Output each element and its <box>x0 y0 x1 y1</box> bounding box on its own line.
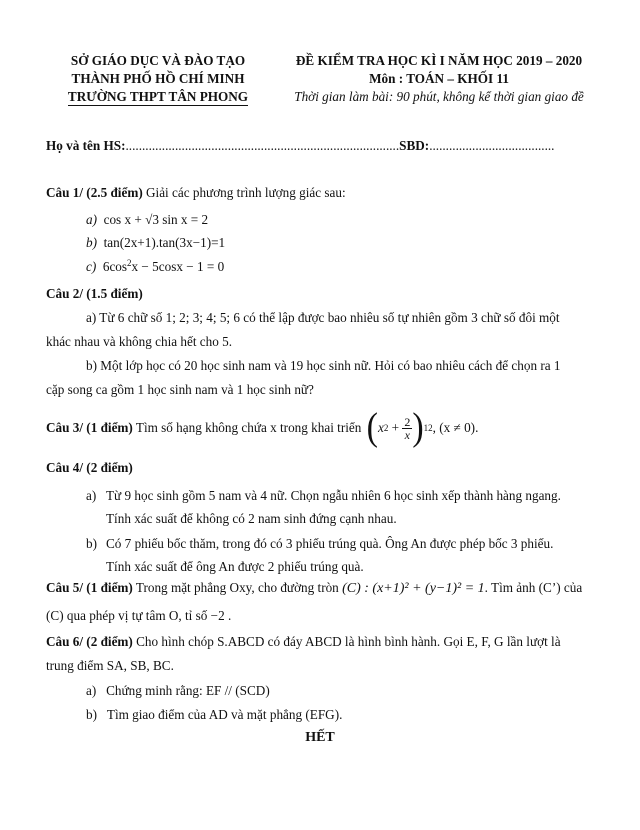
q3-text: Tìm số hạng không chứa x trong khai triển <box>132 420 365 435</box>
q3-expression: ( x 2 + $\frac{2}{x}$ ) 12 , (x ≠ 0). <box>366 406 479 449</box>
q3-line <box>46 408 478 448</box>
school-name: TRƯỜNG THPT TÂN PHONG <box>67 89 249 104</box>
q1-text: Giải các phương trình lượng giác sau: <box>142 185 346 200</box>
q2-title: Câu 2/ (1.5 điểm) <box>46 286 143 301</box>
q6-line1: Câu 6/ (2 điểm) Cho hình chóp S.ABCD có đáy ABCD là hình bình hành. Gọi E, F, G lần lượt là <box>46 634 561 649</box>
q3-title: Câu 3/ (1 điểm) <box>46 420 133 435</box>
exam-header <box>278 52 600 106</box>
q5-circle-equation: (C) : (x+1)² + (y−1)² = 1 <box>342 581 485 596</box>
q6-part-a: a) Chứng minh rằng: EF // (SCD) <box>86 683 270 698</box>
student-info-line <box>46 138 554 154</box>
q4-part-a: a) Từ 9 học sinh gồm 5 nam và 4 nữ. Chọn ngẫu nhiên 6 học sinh xếp thành hàng ngang. Tính xác suất để không có 2 nam sinh đứng cạnh nhau. <box>86 488 561 526</box>
q5-line1: Câu 5/ (1 điểm) Trong mặt phẳng Oxy, cho đường tròn (C) : (x+1)² + (y−1)² = 1. Tìm ảnh (C’) của <box>46 580 583 596</box>
exam-subject: Môn : TOÁN – KHỐI 11 <box>369 71 509 86</box>
q1-heading <box>46 185 346 201</box>
q1-c-expr: $6\cos^2x - 5\cos x - 1 = 0$ <box>102 258 225 274</box>
department-name: SỞ GIÁO DỤC VÀ ĐÀO TẠO <box>70 53 246 68</box>
school-header <box>40 52 276 106</box>
q1-a-label: a) <box>86 212 97 227</box>
q2-part-a: a) Từ 6 chữ số 1; 2; 3; 4; 5; 6 có thể lập được bao nhiêu số tự nhiên gồm 3 chữ số đôi một khác nhau và không chia hết cho 5. <box>46 310 560 349</box>
q4-title: Câu 4/ (2 điểm) <box>46 460 133 475</box>
q4-part-b: b) Có 7 phiếu bốc thăm, trong đó có 3 phiếu trúng quà. Ông An được phép bốc 3 phiếu. Tính xác suất để ông An được 2 phiếu trúng quà. <box>86 536 554 574</box>
q5-line2: (C) qua phép vị tự tâm O, tỉ số −2 . <box>46 608 232 623</box>
q1-b-label: b) <box>86 235 97 250</box>
q1-item-b <box>86 235 225 251</box>
sbd-label: SBD: <box>399 138 430 153</box>
q1-title: Câu 1/ (2.5 điểm) <box>46 185 143 200</box>
city-name: THÀNH PHỐ HỒ CHÍ MINH <box>71 71 245 86</box>
sbd-blank: ...................................... <box>429 138 555 153</box>
q6-line2: trung điểm SA, SB, BC. <box>46 658 174 673</box>
student-name-blank: ................................................................................... <box>125 138 400 153</box>
exam-title: ĐỀ KIỂM TRA HỌC KÌ I NĂM HỌC 2019 – 2020 <box>295 53 583 68</box>
end-marker: HẾT <box>305 730 335 745</box>
q2-part-b: b) Một lớp học có 20 học sinh nam và 19 học sinh nữ. Hỏi có bao nhiêu cách để chọn ra 1 cặp song ca gồm 1 học sinh nam và 1 học sinh nữ? <box>46 358 561 397</box>
q1-item-a <box>86 212 208 228</box>
q1-b-expr: tan(2x+1).tan(3x−1)=1 <box>103 235 226 250</box>
q1-a-expr: cos x + √3 sin x = 2 <box>103 212 209 227</box>
q6-title: Câu 6/ (2 điểm) <box>46 634 133 649</box>
q1-c-label: c) <box>86 259 97 274</box>
q1-item-c <box>86 258 224 275</box>
q5-title: Câu 5/ (1 điểm) <box>46 580 133 595</box>
exam-time-note: Thời gian làm bài: 90 phút, không kể thời gian giao đề <box>294 89 584 104</box>
student-name-label: Họ và tên HS: <box>46 138 126 153</box>
q6-part-b: b) Tìm giao điểm của AD và mặt phẳng (EFG). <box>86 707 343 722</box>
